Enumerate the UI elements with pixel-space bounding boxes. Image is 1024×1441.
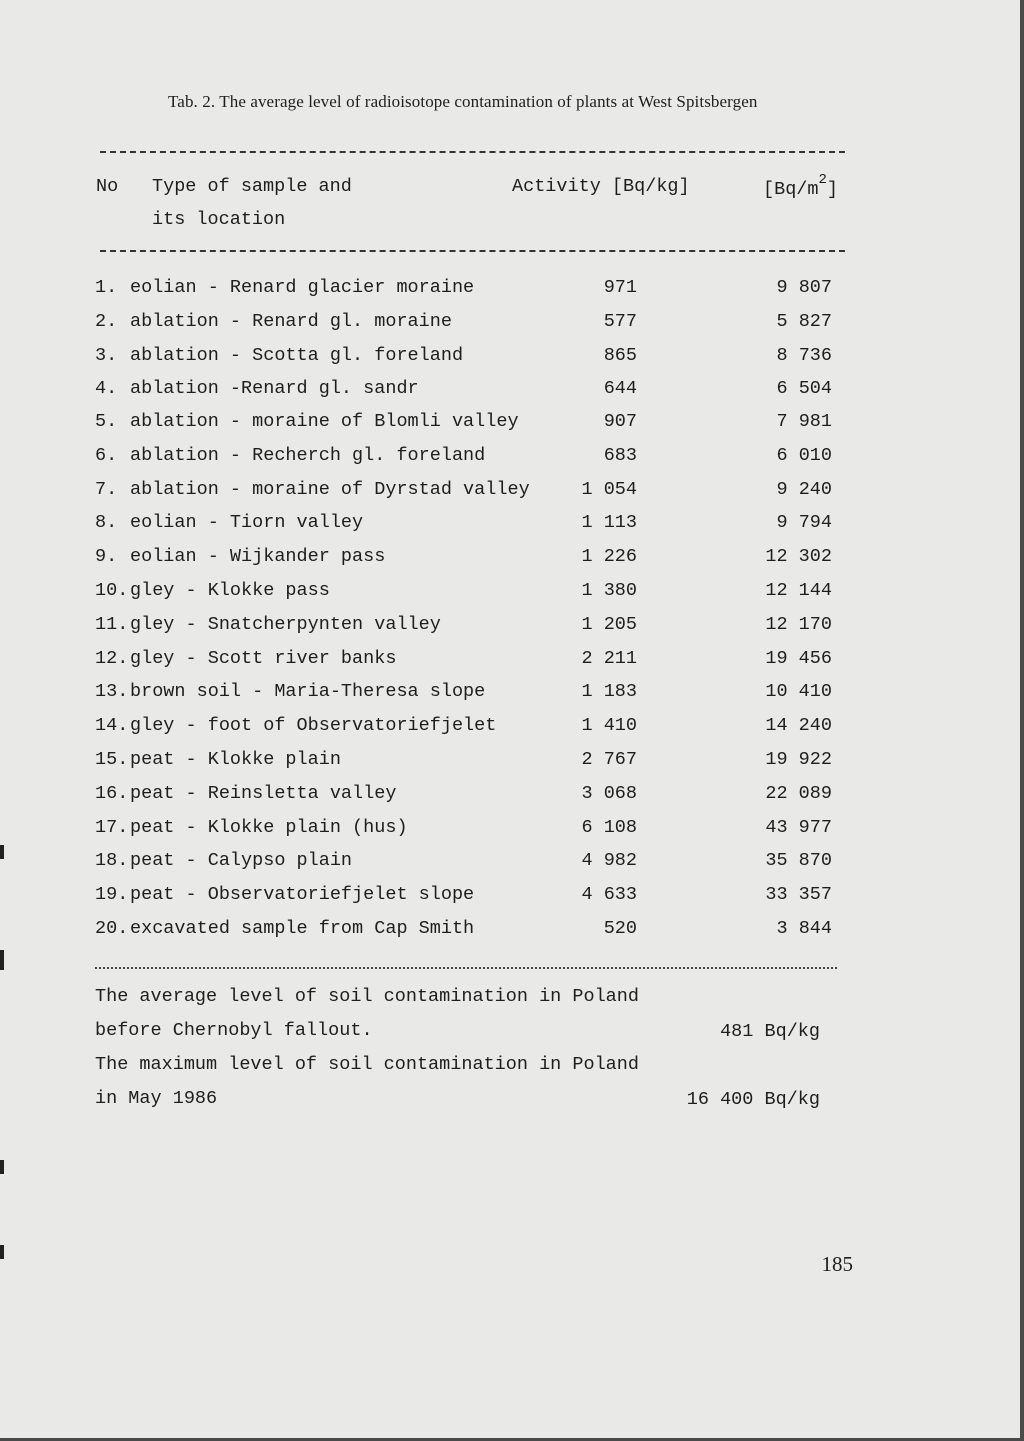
table-row: 18. peat - Calypso plain 4 982 35 870: [95, 850, 832, 871]
table-row: 4. ablation -Renard gl. sandr 644 6 504: [95, 378, 832, 399]
table-row: 13. brown soil - Maria-Theresa slope 1 183 10 410: [95, 681, 832, 702]
page-number: 185: [821, 1252, 853, 1276]
table-row: 6. ablation - Recherch gl. foreland 683 6 010: [95, 445, 832, 466]
note-maximum-line2: in May 1986: [95, 1088, 218, 1109]
table-row: 8. eolian - Tiorn valley 1 113 9 794: [95, 512, 832, 533]
table-row: 15. peat - Klokke plain 2 767 19 922: [95, 749, 832, 770]
table-row: 10. gley - Klokke pass 1 380 12 144: [95, 580, 832, 601]
table-caption: Tab. 2. The average level of radioisotope contamination of plants at West Spitsbergen: [168, 92, 758, 111]
table-row: 3. ablation - Scotta gl. foreland 865 8 736: [95, 345, 832, 366]
table-row: 20. excavated sample from Cap Smith 520 3 844: [95, 918, 832, 939]
header-area-unit: $[Bq/m^2]$: [763, 172, 839, 201]
table-row: 9. eolian - Wijkander pass 1 226 12 302: [95, 546, 832, 567]
scan-edge-mark: [0, 845, 4, 859]
table-row: 19. peat - Observatoriefjelet slope 4 633 33 357: [95, 884, 832, 905]
table-row: 16. peat - Reinsletta valley 3 068 22 089: [95, 783, 832, 804]
scan-edge-mark: [0, 1245, 4, 1259]
note-average-value: 481 Bq/kg: [720, 1021, 820, 1042]
header-bottom-rule: [100, 250, 845, 252]
table-row: 1. eolian - Renard glacier moraine 971 9 807: [95, 277, 832, 298]
header-no: No: [96, 176, 119, 197]
note-average-line2: before Chernobyl fallout.: [95, 1020, 373, 1041]
table-row: 7. ablation - moraine of Dyrstad valley 1 054 9 240: [95, 479, 832, 500]
table-row: 11. gley - Snatcherpynten valley 1 205 12 170: [95, 614, 832, 635]
scan-edge-mark: [0, 1160, 4, 1174]
note-average-line1: The average level of soil contamination in Poland: [95, 986, 639, 1007]
scan-border-right: [1020, 0, 1024, 1441]
table-row: 2. ablation - Renard gl. moraine 577 5 827: [95, 311, 832, 332]
table-row: 5. ablation - moraine of Blomli valley 907 7 981: [95, 411, 832, 432]
note-maximum-value: 16 400 Bq/kg: [686, 1089, 820, 1110]
header-top-rule: [100, 151, 845, 153]
header-type-line2: its location: [152, 209, 286, 230]
table-bottom-rule: [95, 967, 837, 969]
table-row: 12. gley - Scott river banks 2 211 19 456: [95, 648, 832, 669]
note-maximum-line1: The maximum level of soil contamination in Poland: [95, 1054, 639, 1075]
table-row: 14. gley - foot of Observatoriefjelet 1 410 14 240: [95, 715, 832, 736]
header-type-line1: Type of sample and: [152, 176, 352, 197]
header-activity: Activity [Bq/kg]: [512, 176, 690, 197]
table-row: 17. peat - Klokke plain (hus) 6 108 43 977: [95, 817, 832, 838]
scan-edge-mark: [0, 950, 4, 970]
